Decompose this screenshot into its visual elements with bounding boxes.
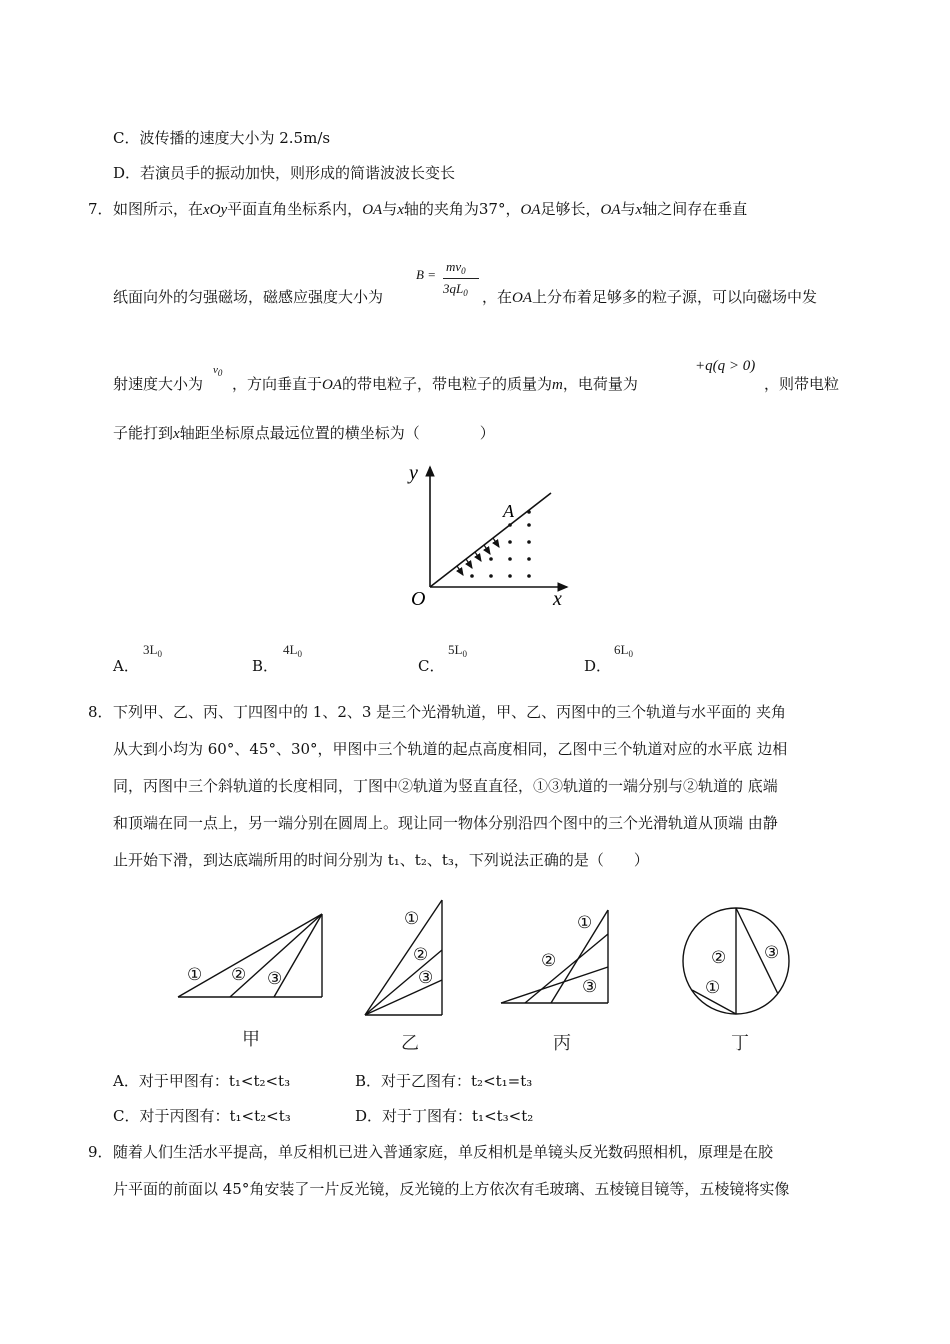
mark-1: ① [577, 913, 593, 932]
mark-3: ③ [764, 943, 780, 962]
mark-3: ③ [582, 977, 598, 996]
mark-1: ① [705, 978, 721, 997]
q6-option-c: C．波传播的速度大小为 2.5m/s [113, 129, 331, 147]
q7-option-b-letter: B． [252, 657, 279, 675]
q7-option-b-value: $4L_0$ [283, 642, 302, 659]
q7-line-3c: ，则带电粒 [764, 375, 840, 393]
mark-2: ② [711, 948, 727, 967]
q8-line-5: 止开始下滑，到达底端所用的时间分别为 t₁、t₂、t₃，下列说法正确的是（ ） [113, 851, 649, 869]
q8-option-d: D．对于丁图有：t₁<t₃<t₂ [355, 1107, 534, 1125]
q7-option-c-letter: C． [418, 657, 445, 675]
velocity-arrows [457, 538, 499, 575]
q8-option-a: A．对于甲图有：t₁<t₂<t₃ [113, 1072, 291, 1090]
q7-option-a-value: $3L_0$ [143, 642, 162, 659]
q7-v0: $v_0$ [213, 364, 223, 378]
x-axis-label: x [553, 588, 562, 610]
q6-option-d: D．若演员手的振动加快，则形成的简谐波波长变长 [113, 164, 456, 182]
q7-line-2b: ，在OA上分布着足够多的粒子源，可以向磁场中发 [482, 288, 818, 306]
mark-3: ③ [267, 969, 283, 988]
caption-bing: 丙 [553, 1033, 571, 1054]
q8-line-4: 和顶端在同一点上，另一端分别在圆周上。现让同一物体分别沿四个图中的三个光滑轨道从顶端 由静 [113, 814, 778, 832]
q8-line-3: 同，丙图中三个斜轨道的长度相同，丁图中②轨道为竖直直径，①③轨道的一端分别与②轨道的 底端 [113, 777, 778, 795]
q7-charge: +q(q > 0) [695, 358, 756, 374]
q8-figure-bing [495, 900, 625, 1060]
q8-option-c: C．对于丙图有：t₁<t₂<t₃ [113, 1107, 291, 1125]
mark-2: ② [541, 951, 557, 970]
mark-2: ② [231, 965, 247, 984]
field-dots [470, 510, 531, 578]
q8-figure-yi [355, 892, 465, 1052]
q9-line-1: 随着人们生活水平提高，单反相机已进入普通家庭，单反相机是单镜头反光数码照相机，原理是在胶 [113, 1143, 774, 1161]
q8-figure-ding [675, 900, 805, 1060]
origin-label: O [411, 588, 426, 610]
oa-line [430, 493, 551, 587]
q7-formula-b: B = [416, 267, 436, 282]
q8-line-1: 下列甲、乙、丙、丁四图中的 1、2、3 是三个光滑轨道，甲、乙、丙图中的三个轨道与水平面的 夹角 [113, 703, 786, 721]
q7-formula-denominator: $3qL_0$ [443, 281, 468, 298]
mark-1: ① [404, 909, 420, 928]
q7-fraction-bar [443, 278, 479, 279]
q7-line-3a: 射速度大小为 [113, 375, 204, 393]
mark-1: ① [187, 965, 203, 984]
mark-3: ③ [418, 968, 434, 987]
q9-line-2: 片平面的前面以 45°角安装了一片反光镜，反光镜的上方依次有毛玻璃、五棱镜目镜等，五棱镜将实像 [113, 1180, 790, 1198]
q7-line-2a: 纸面向外的匀强磁场，磁感应强度大小为 [113, 288, 384, 306]
q7-option-d-letter: D． [584, 657, 612, 675]
caption-ding: 丁 [731, 1033, 749, 1054]
y-axis-label: y [409, 462, 418, 484]
caption-yi: 乙 [401, 1033, 419, 1052]
caption-jia: 甲 [242, 1029, 260, 1050]
point-a-label: A [503, 501, 514, 521]
q8-figure-jia [170, 900, 340, 1060]
q8-option-b: B．对于乙图有：t₂<t₁=t₃ [355, 1072, 533, 1090]
q7-option-c-value: $5L_0$ [448, 642, 467, 659]
mark-2: ② [413, 945, 429, 964]
q7-option-d-value: $6L_0$ [614, 642, 633, 659]
q7-line-4: 子能打到x轴距坐标原点最远位置的横坐标为（ ） [113, 424, 495, 442]
q8-number: 8． [88, 703, 113, 721]
q7-line-3b: ，方向垂直于OA的带电粒子，带电粒子的质量为m，电荷量为 [232, 375, 638, 393]
q7-option-a-letter: A． [113, 657, 139, 675]
q7-line-1: 如图所示，在xOy平面直角坐标系内，OA与x轴的夹角为37°，OA足够长，OA与x轴之间存在垂直 [113, 200, 748, 218]
q9-number: 9． [88, 1143, 113, 1161]
q7-number: 7． [88, 200, 113, 218]
q8-line-2: 从大到小均为 60°、45°、30°，甲图中三个轨道的起点高度相同，乙图中三个轨道对应的水平底 边相 [113, 740, 788, 758]
q7-magnetic-field-figure [405, 455, 585, 615]
q7-formula-numerator: $mv_0$ [446, 259, 466, 276]
